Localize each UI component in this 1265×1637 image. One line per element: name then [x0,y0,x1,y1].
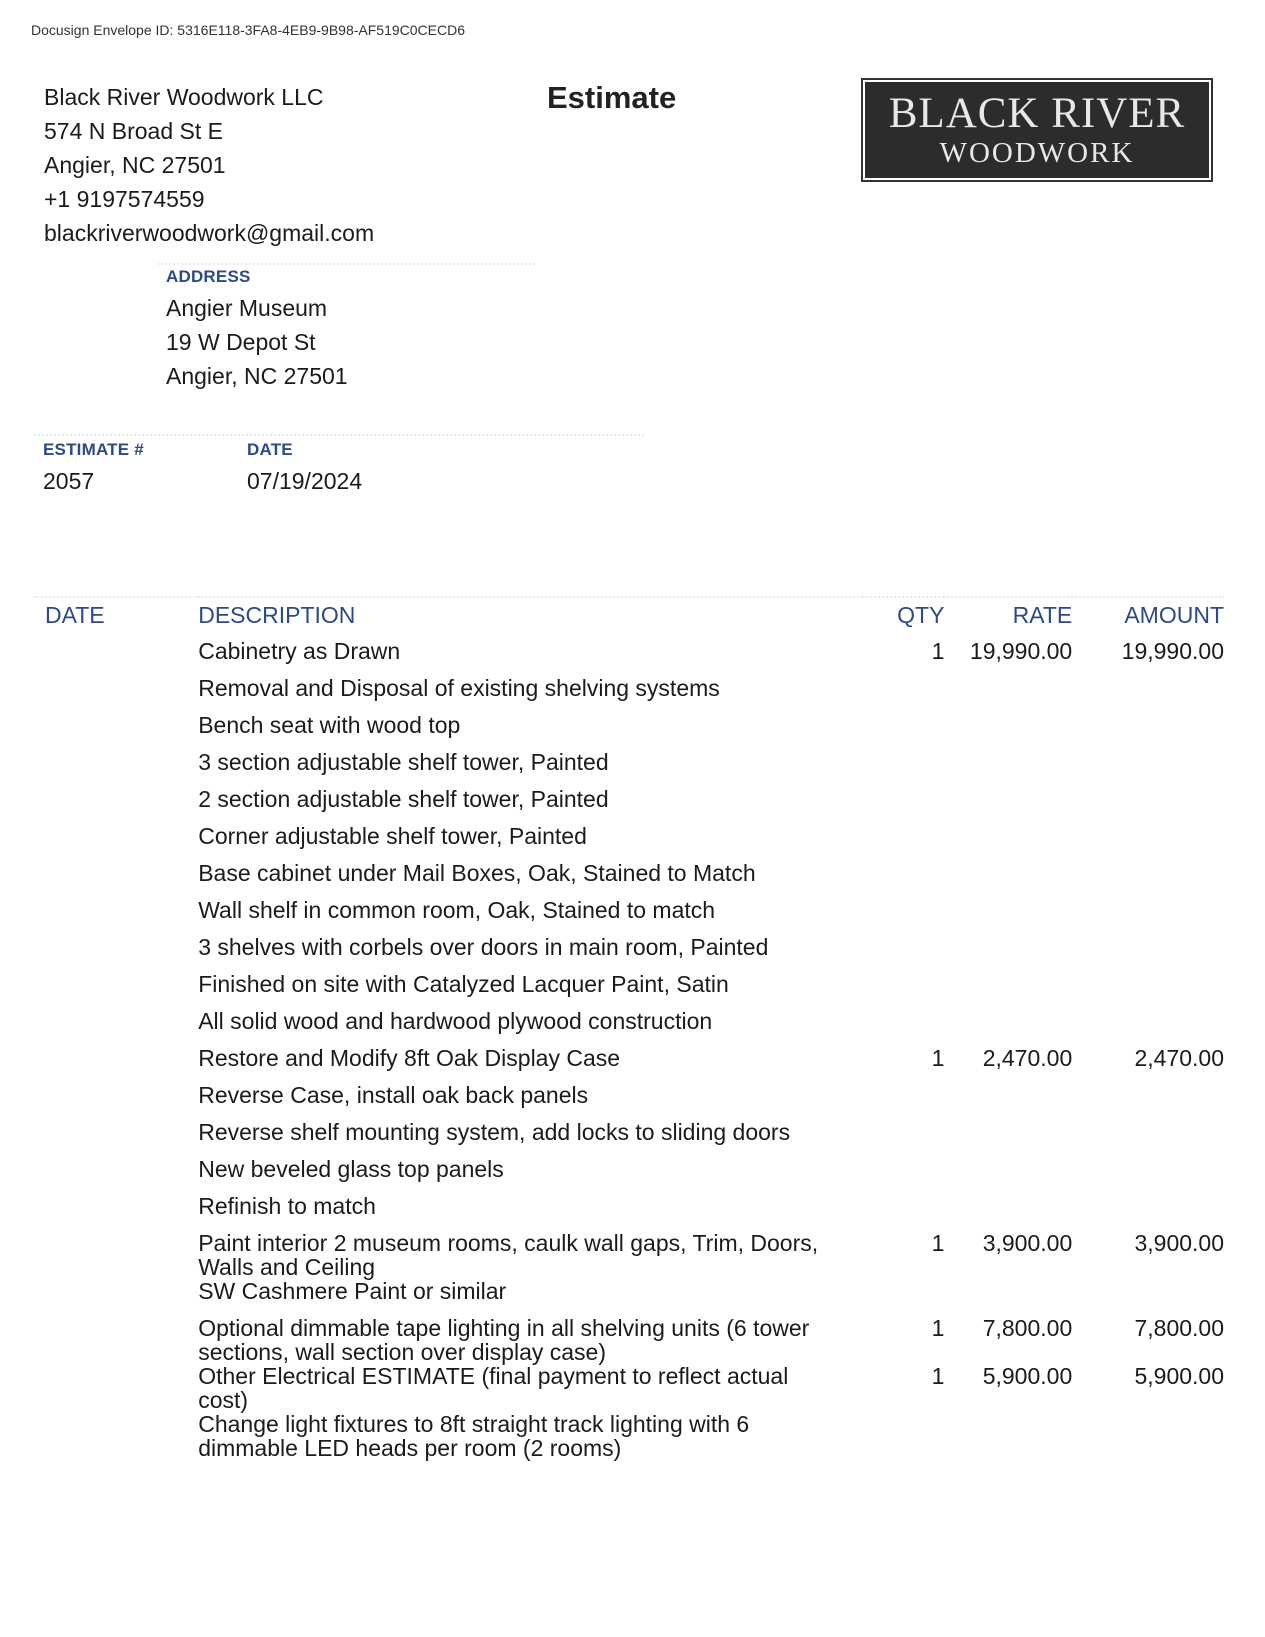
header-date: DATE [34,597,198,639]
table-row [34,1412,1224,1460]
table-row [34,787,1224,824]
row-qty [863,824,944,861]
row-qty [863,1279,944,1316]
row-description: Removal and Disposal of existing shelving systems [198,675,720,701]
table-row [34,1231,1224,1279]
row-qty: 1 [931,1045,945,1071]
row-amount [1072,898,1224,935]
header-amount: AMOUNT [1072,597,1224,639]
row-qty [863,1157,944,1194]
row-amount [1072,1009,1224,1046]
table-row [34,1046,1224,1083]
row-qty [863,935,944,972]
row-qty [863,1009,944,1046]
document-title: Estimate [547,80,677,115]
row-amount [1072,935,1224,972]
table-row [34,1194,1224,1231]
row-description: All solid wood and hardwood plywood construction [198,1008,713,1034]
address-block [157,263,535,393]
address-name: Angier Museum [166,295,328,321]
row-rate [944,935,1072,972]
row-rate [944,824,1072,861]
header-qty: QTY [863,597,944,639]
table-row [34,1157,1224,1194]
row-qty: 1 [931,638,945,664]
address-city: Angier, NC 27501 [166,363,348,389]
estimate-number-value: 2057 [43,468,95,494]
row-date-cell [34,750,198,787]
row-description: Change light fixtures to 8ft straight track lighting with 6 dimmable LED heads per room (2 rooms) [198,1411,750,1461]
row-description: Other Electrical ESTIMATE (final payment to reflect actual cost) [198,1363,789,1413]
row-qty: 1 [931,1230,945,1256]
date-label: DATE [247,440,293,459]
row-amount [1072,1120,1224,1157]
address-label: ADDRESS [166,267,251,286]
row-rate [944,787,1072,824]
table-row [34,1316,1224,1364]
row-date-cell [34,713,198,750]
row-description: Wall shelf in common room, Oak, Stained to match [198,897,716,923]
row-date-cell [34,676,198,713]
row-description: New beveled glass top panels [198,1156,504,1182]
row-rate [944,676,1072,713]
row-description: 2 section adjustable shelf tower, Painted [198,786,609,812]
row-date-cell [34,1046,198,1083]
row-description: Reverse shelf mounting system, add locks to sliding doors [198,1119,791,1145]
row-date-cell [34,935,198,972]
row-description: Restore and Modify 8ft Oak Display Case [198,1045,621,1071]
row-description: Finished on site with Catalyzed Lacquer Paint, Satin [198,971,729,997]
row-amount: 2,470.00 [1134,1045,1224,1071]
row-qty [863,1194,944,1231]
row-description: Corner adjustable shelf tower, Painted [198,823,587,849]
estimate-meta [34,434,644,494]
row-amount [1072,1412,1224,1460]
row-description: SW Cashmere Paint or similar [198,1278,507,1304]
row-rate: 2,470.00 [982,1045,1073,1071]
table-row [34,676,1224,713]
row-amount [1072,750,1224,787]
row-rate: 19,990.00 [969,638,1073,664]
table-row [34,1009,1224,1046]
company-logo [861,78,1213,182]
row-qty [863,1412,944,1460]
row-rate [944,861,1072,898]
date-value: 07/19/2024 [247,468,363,494]
row-description: Cabinetry as Drawn [198,638,401,664]
row-amount [1072,824,1224,861]
header-description: DESCRIPTION [198,597,863,639]
row-amount [1072,787,1224,824]
row-rate [944,713,1072,750]
table-row [34,935,1224,972]
company-email: blackriverwoodwork@gmail.com [44,220,375,246]
row-rate [944,1279,1072,1316]
table-row [34,750,1224,787]
row-qty [863,1120,944,1157]
row-amount [1072,1279,1224,1316]
row-date-cell [34,1157,198,1194]
row-rate [944,1009,1072,1046]
table-row [34,1364,1224,1412]
row-amount: 7,800.00 [1134,1315,1224,1341]
address-street: 19 W Depot St [166,329,316,355]
company-info [44,80,374,250]
company-phone: +1 9197574559 [44,186,205,212]
row-rate [944,750,1072,787]
row-qty [863,898,944,935]
row-qty [863,972,944,1009]
estimate-number-label: ESTIMATE # [43,440,144,459]
row-rate [944,972,1072,1009]
row-amount [1072,676,1224,713]
row-amount: 5,900.00 [1134,1363,1224,1389]
row-rate [944,1412,1072,1460]
header-rate: RATE [944,597,1072,639]
row-date-cell [34,787,198,824]
row-date-cell [34,1316,198,1364]
row-date-cell [34,1231,198,1279]
row-date-cell [34,1279,198,1316]
row-date-cell [34,898,198,935]
row-amount: 19,990.00 [1121,638,1224,664]
row-rate [944,1083,1072,1120]
row-qty [863,750,944,787]
row-description: Optional dimmable tape lighting in all shelving units (6 tower sections, wall section over display case) [198,1315,810,1365]
table-row [34,1120,1224,1157]
envelope-id: Docusign Envelope ID: 5316E118-3FA8-4EB9-9B98-AF519C0CECD6 [31,22,465,38]
row-rate: 3,900.00 [982,1230,1073,1256]
row-description: Refinish to match [198,1193,376,1219]
table-row [34,639,1224,676]
logo-line1: BLACK RIVER [888,90,1186,137]
line-items-table [34,596,1224,1460]
table-row [34,824,1224,861]
row-date-cell [34,861,198,898]
table-row [34,1083,1224,1120]
row-date-cell [34,1009,198,1046]
row-date-cell [34,972,198,1009]
row-amount [1072,1083,1224,1120]
row-rate: 7,800.00 [982,1315,1073,1341]
row-amount [1072,713,1224,750]
row-qty [863,713,944,750]
row-rate: 5,900.00 [982,1363,1073,1389]
row-date-cell [34,824,198,861]
row-rate [944,1157,1072,1194]
company-name: Black River Woodwork LLC [44,84,324,110]
company-street: 574 N Broad St E [44,118,223,144]
table-row [34,972,1224,1009]
row-description: 3 shelves with corbels over doors in main room, Painted [198,934,769,960]
row-description: Bench seat with wood top [198,712,461,738]
table-header-row [34,597,1224,639]
row-date-cell [34,1083,198,1120]
row-qty [863,861,944,898]
row-rate [944,1120,1072,1157]
row-date-cell [34,1412,198,1460]
row-description: 3 section adjustable shelf tower, Painted [198,749,609,775]
row-qty [863,676,944,713]
row-amount [1072,1157,1224,1194]
row-description: Reverse Case, install oak back panels [198,1082,589,1108]
row-date-cell [34,1364,198,1412]
table-row [34,861,1224,898]
row-date-cell [34,1194,198,1231]
row-qty [863,1083,944,1120]
row-description: Paint interior 2 museum rooms, caulk wall gaps, Trim, Doors, Walls and Ceiling [198,1230,819,1280]
row-qty: 1 [931,1363,945,1389]
row-description: Base cabinet under Mail Boxes, Oak, Stained to Match [198,860,756,886]
table-row [34,713,1224,750]
row-date-cell [34,1120,198,1157]
row-qty: 1 [931,1315,945,1341]
company-city: Angier, NC 27501 [44,152,226,178]
row-rate [944,1194,1072,1231]
row-amount [1072,1194,1224,1231]
row-qty [863,787,944,824]
row-date-cell [34,639,198,676]
row-amount [1072,861,1224,898]
logo-line2: WOODWORK [939,137,1135,169]
table-row [34,898,1224,935]
table-row [34,1279,1224,1316]
row-amount [1072,972,1224,1009]
row-amount: 3,900.00 [1134,1230,1224,1256]
row-rate [944,898,1072,935]
